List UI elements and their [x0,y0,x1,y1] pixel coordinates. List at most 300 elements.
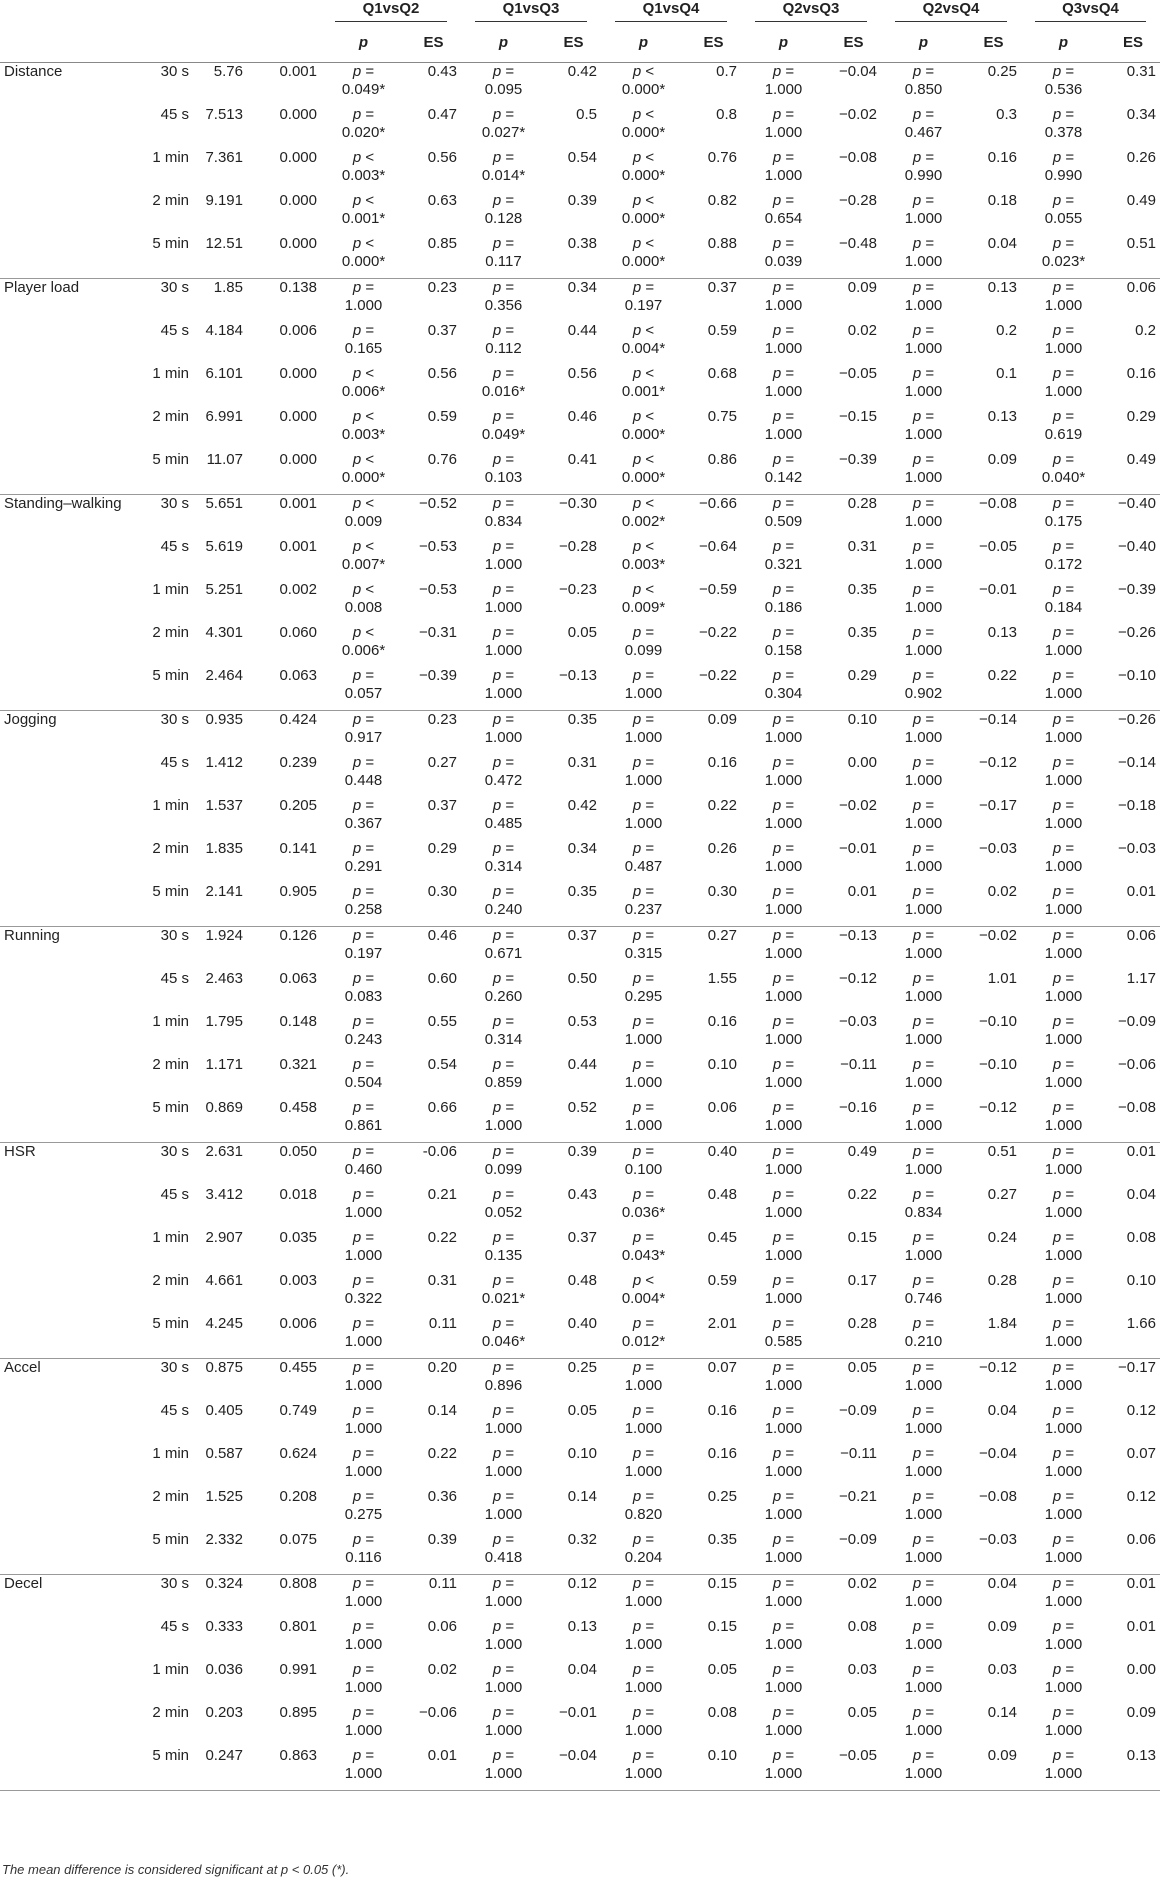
p-value: 0.460 [344,1161,383,1178]
p-value-cell [1021,1186,1106,1229]
es-column-header: ES [686,34,741,63]
p-value-cell [601,1704,686,1747]
time-window: 2 min [152,840,189,857]
p-value: 0.135 [484,1247,523,1264]
p-value: 0.861 [344,1117,383,1134]
p-value-cell [461,1229,546,1272]
p-value-cell [1021,1704,1106,1747]
table-row [0,279,1160,323]
variable-name: Player load [4,279,80,296]
p-value: 1.000 [904,1463,943,1480]
p-value-cell [601,322,686,365]
p-value: 1.000 [764,1593,803,1610]
p-value: 0.487 [624,858,663,875]
p-value-cell [601,365,686,408]
effect-size: 0.88 [686,235,741,279]
p-value-cell [741,1747,826,1791]
p-value: 0.367 [344,815,383,832]
p-column-header: p [1021,34,1106,63]
p-value: 0.043* [621,1247,666,1264]
variable-name-empty [0,322,125,365]
significance: 0.863 [247,1747,321,1791]
p-value-cell [461,754,546,797]
p-operator: p < [352,149,375,166]
p-value: 0.485 [484,815,523,832]
effect-size: 0.10 [567,1445,597,1462]
p-value-cell [461,408,546,451]
p-column-header: p [321,34,406,63]
effect-size: −0.02 [839,797,877,814]
p-value: 1.000 [344,1204,383,1221]
p-value: 1.000 [904,858,943,875]
p-value-cell [321,1272,406,1315]
time-window: 30 s [160,279,189,296]
comparison-header [321,0,461,34]
p-column-header: p [881,34,966,63]
p-value-cell [881,451,966,495]
table-row [0,451,1160,495]
p-value: 1.000 [1044,1204,1083,1221]
effect-size: 0.12 [1126,1402,1156,1419]
p-value: 0.859 [484,1074,523,1091]
p-value: 1.000 [764,1377,803,1394]
effect-size: 0.45 [707,1229,737,1246]
p-value-cell [1021,1618,1106,1661]
p-value-cell [461,1445,546,1488]
p-value-cell [461,495,546,539]
f-value: 9.191 [205,192,243,209]
effect-size: 0.39 [567,192,597,209]
p-operator: p = [492,451,515,468]
p-value: 1.000 [764,729,803,746]
effect-size: 0.04 [966,235,1021,279]
p-operator: p = [492,711,515,728]
effect-size: 0.66 [406,1099,461,1143]
effect-size: 0.56 [427,149,457,166]
p-value: 1.000 [484,1506,523,1523]
table-footnote: The mean difference is considered significant at p < 0.05 (*). [2,1862,350,1877]
p-operator: p = [352,927,375,944]
significance: 0.148 [279,1013,317,1030]
time-window: 1 min [152,581,189,598]
effect-size: 0.21 [427,1186,457,1203]
p-operator: p < [632,63,655,80]
f-value: 5.76 [213,63,243,80]
p-operator: p = [632,1186,655,1203]
comparison-header [601,0,741,34]
effect-size: −0.05 [979,538,1017,555]
p-value-cell [881,1013,966,1056]
p-operator: p = [772,667,795,684]
p-operator: p = [1052,1661,1075,1678]
time-window: 45 s [160,1402,189,1419]
effect-size: 0.1 [996,365,1017,382]
effect-size: 0.42 [567,63,597,80]
table-row [0,63,1160,107]
p-value: 1.000 [484,1117,523,1134]
time-window: 2 min [152,408,189,425]
p-value-cell [461,322,546,365]
p-value: 1.000 [1044,383,1083,400]
p-value-cell [1021,927,1106,971]
p-value-cell [1021,538,1106,581]
effect-size: −0.10 [979,1013,1017,1030]
p-value: 1.000 [1044,988,1083,1005]
p-operator: p = [912,970,935,987]
p-value: 0.654 [764,210,803,227]
p-value: 0.000* [341,253,386,270]
p-value: 1.000 [624,1636,663,1653]
table-row [0,1488,1160,1531]
p-operator: p = [772,1575,795,1592]
time-window: 45 s [160,322,189,339]
p-value-cell [321,667,406,711]
p-value: 1.000 [1044,1333,1083,1350]
effect-size: 0.26 [1126,149,1156,166]
table-row [0,495,1160,539]
p-value-cell [741,1661,826,1704]
p-value: 0.158 [764,642,803,659]
effect-size: 0.46 [427,927,457,944]
p-value: 1.000 [764,1506,803,1523]
p-value-cell [461,365,546,408]
effect-size: 0.37 [427,797,457,814]
table-row [0,970,1160,1013]
p-operator: p = [492,1704,515,1721]
p-value-cell [461,883,546,927]
p-value-cell [741,667,826,711]
p-value: 0.315 [624,945,663,962]
p-value: 0.834 [904,1204,943,1221]
p-value-cell [881,1531,966,1575]
table-row [0,1186,1160,1229]
p-value-cell [321,970,406,1013]
table-row [0,1747,1160,1791]
effect-size: 0.06 [1126,927,1156,944]
p-value-cell [321,883,406,927]
p-operator: p < [352,451,375,468]
effect-size: 0.44 [567,1056,597,1073]
effect-size: 0.25 [567,1359,597,1376]
p-value: 0.746 [904,1290,943,1307]
p-value-cell [321,624,406,667]
f-value: 0.036 [205,1661,243,1678]
es-column-header: ES [1106,34,1160,63]
p-value-cell [461,1402,546,1445]
effect-size: 0.8 [716,106,737,123]
p-value: 1.000 [904,599,943,616]
variable-name-empty [0,1056,125,1099]
f-value: 5.619 [205,538,243,555]
f-value: 1.171 [205,1056,243,1073]
significance: 0.006 [247,1315,321,1359]
p-value: 1.000 [1044,901,1083,918]
variable-name-empty [0,624,125,667]
effect-size: 0.06 [1126,279,1156,296]
p-value-cell [321,1661,406,1704]
time-window: 2 min [152,624,189,641]
f-value: 2.464 [193,667,247,711]
p-value-cell [881,495,966,539]
p-value: 0.006* [341,383,386,400]
significance: 0.063 [247,667,321,711]
significance: 0.239 [279,754,317,771]
p-value-cell [321,1402,406,1445]
p-operator: p = [912,883,935,900]
p-value-cell [321,840,406,883]
p-value-cell [321,1488,406,1531]
p-value: 1.000 [904,1593,943,1610]
significance: 0.001 [279,538,317,555]
effect-size: 0.63 [427,192,457,209]
f-value: 3.412 [205,1186,243,1203]
effect-size: −0.13 [546,667,601,711]
significance: 0.060 [279,624,317,641]
effect-size: −0.28 [839,192,877,209]
p-value: 0.175 [1044,513,1083,530]
p-value: 0.850 [904,81,943,98]
effect-size: 0.27 [987,1186,1017,1203]
significance: 0.018 [279,1186,317,1203]
p-value-cell [1021,1488,1106,1531]
effect-size: 0.59 [427,408,457,425]
effect-size: 0.2 [996,322,1017,339]
p-value-cell [881,1747,966,1791]
p-value: 0.990 [1044,167,1083,184]
effect-size: −0.15 [839,408,877,425]
p-operator: p < [352,408,375,425]
p-operator: p = [632,797,655,814]
p-value: 0.260 [484,988,523,1005]
p-value: 0.275 [344,1506,383,1523]
effect-size: 1.66 [1106,1315,1160,1359]
time-window: 45 s [160,1618,189,1635]
p-operator: p = [1052,1186,1075,1203]
p-value: 1.000 [484,1636,523,1653]
p-operator: p = [1052,322,1075,339]
p-operator: p = [632,667,655,684]
p-operator: p = [772,1013,795,1030]
variable-name-empty [0,1747,125,1791]
p-operator: p = [912,106,935,123]
table-row [0,1445,1160,1488]
time-window: 2 min [152,1704,189,1721]
variable-name-empty [0,1661,125,1704]
significance: 0.895 [279,1704,317,1721]
effect-size: −0.03 [966,1531,1021,1575]
p-operator: p = [772,408,795,425]
p-operator: p = [1052,970,1075,987]
effect-size: 0.76 [707,149,737,166]
f-value: 5.251 [205,581,243,598]
variable-name: Decel [4,1575,43,1592]
table-row [0,322,1160,365]
p-value-cell [1021,883,1106,927]
p-operator: p = [492,1531,515,1548]
effect-size: −0.02 [979,927,1017,944]
p-operator: p = [1052,495,1075,512]
f-value: 0.405 [205,1402,243,1419]
effect-size: −0.17 [979,797,1017,814]
variable-name: HSR [4,1143,36,1160]
p-value: 0.003* [341,167,386,184]
p-value-cell [881,667,966,711]
p-value: 0.295 [624,988,663,1005]
variable-name-empty [0,451,125,495]
p-value: 0.165 [344,340,383,357]
table-row [0,1661,1160,1704]
f-value: 2.907 [205,1229,243,1246]
p-operator: p = [772,451,795,468]
p-value: 0.536 [1044,81,1083,98]
p-value: 0.378 [1044,124,1083,141]
p-operator: p = [772,63,795,80]
effect-size: −0.12 [979,754,1017,771]
p-value-cell [741,927,826,971]
effect-size: 0.16 [707,754,737,771]
p-value-cell [1021,797,1106,840]
table-row [0,192,1160,235]
effect-size: 0.86 [686,451,741,495]
p-value: 1.000 [904,383,943,400]
p-operator: p = [492,63,515,80]
effect-size: 0.20 [427,1359,457,1376]
p-value: 1.000 [764,1031,803,1048]
p-operator: p = [1052,1143,1075,1160]
p-value: 0.004* [621,1290,666,1307]
table-row [0,667,1160,711]
p-value: 1.000 [904,469,943,486]
p-value-cell [601,1143,686,1187]
p-value-cell [881,581,966,624]
p-value: 1.000 [1044,297,1083,314]
p-value: 0.099 [624,642,663,659]
p-value-cell [881,1272,966,1315]
p-value-cell [601,1445,686,1488]
p-operator: p = [912,840,935,857]
effect-size: 0.36 [427,1488,457,1505]
effect-size: 0.23 [427,279,457,296]
effect-size: 0.28 [826,1315,881,1359]
effect-size: 0.18 [987,192,1017,209]
f-value: 4.245 [193,1315,247,1359]
p-value-cell [461,927,546,971]
effect-size: 0.31 [1126,63,1156,80]
p-operator: p = [492,1359,515,1376]
effect-size: 0.14 [427,1402,457,1419]
p-value-cell [881,624,966,667]
effect-size: −0.13 [839,927,877,944]
p-value-cell [321,1747,406,1791]
effect-size: 0.53 [567,1013,597,1030]
p-value: 1.000 [764,426,803,443]
p-value: 1.000 [344,297,383,314]
p-value: 0.172 [1044,556,1083,573]
p-value: 0.007* [341,556,386,573]
p-value-cell [881,797,966,840]
p-value-cell [461,451,546,495]
p-operator: p = [912,192,935,209]
effect-size: 0.06 [686,1099,741,1143]
p-value-cell [741,1056,826,1099]
effect-size: 0.30 [686,883,741,927]
p-value: 0.021* [481,1290,526,1307]
effect-size: 0.07 [707,1359,737,1376]
p-operator: p = [492,235,515,252]
p-value: 0.004* [621,340,666,357]
f-value: 2.463 [205,970,243,987]
p-operator: p = [352,797,375,814]
p-value: 1.000 [1044,642,1083,659]
f-value: 4.301 [205,624,243,641]
effect-size: −0.06 [1118,1056,1156,1073]
p-value: 0.834 [484,513,523,530]
p-operator: p = [492,1315,515,1332]
effect-size: −0.06 [419,1704,457,1721]
significance: 0.000 [247,235,321,279]
variable-name-empty [0,1099,125,1143]
p-value: 1.000 [624,1074,663,1091]
header-blank [0,0,321,34]
p-operator: p = [352,1747,375,1764]
p-operator: p < [632,192,655,209]
variable-name-empty [0,1618,125,1661]
p-value-cell [881,1359,966,1403]
p-operator: p = [352,1315,375,1332]
p-value: 1.000 [484,729,523,746]
p-operator: p = [492,106,515,123]
p-operator: p = [772,1099,795,1116]
p-value: 0.008 [344,599,383,616]
effect-size: −0.10 [1106,667,1160,711]
time-window: 1 min [152,1661,189,1678]
p-value-cell [881,1488,966,1531]
effect-size: −0.22 [699,624,737,641]
effect-size: 0.27 [707,927,737,944]
effect-size: −0.40 [1118,495,1156,512]
p-operator: p = [912,667,935,684]
table-row [0,797,1160,840]
p-value-cell [741,1013,826,1056]
p-value-cell [741,1229,826,1272]
f-value: 0.333 [205,1618,243,1635]
p-operator: p = [492,754,515,771]
p-value: 1.000 [904,556,943,573]
effect-size: 0.46 [567,408,597,425]
p-value: 0.314 [484,858,523,875]
p-value-cell [461,1618,546,1661]
effect-size: −0.26 [1118,624,1156,641]
p-value-cell [601,883,686,927]
effect-size: −0.26 [1118,711,1156,728]
p-value: 0.467 [904,124,943,141]
p-operator: p = [912,1618,935,1635]
p-value-cell [601,279,686,323]
p-operator: p = [912,1359,935,1376]
effect-size: −0.01 [559,1704,597,1721]
p-operator: p < [352,192,375,209]
significance: 0.000 [279,149,317,166]
p-operator: p = [912,711,935,728]
effect-size: 0.00 [847,754,877,771]
p-value-cell [881,408,966,451]
p-operator: p = [352,1618,375,1635]
p-value: 0.009 [344,513,383,530]
p-value: 1.000 [764,340,803,357]
effect-size: 0.68 [707,365,737,382]
p-operator: p = [772,1402,795,1419]
p-value: 1.000 [764,1290,803,1307]
